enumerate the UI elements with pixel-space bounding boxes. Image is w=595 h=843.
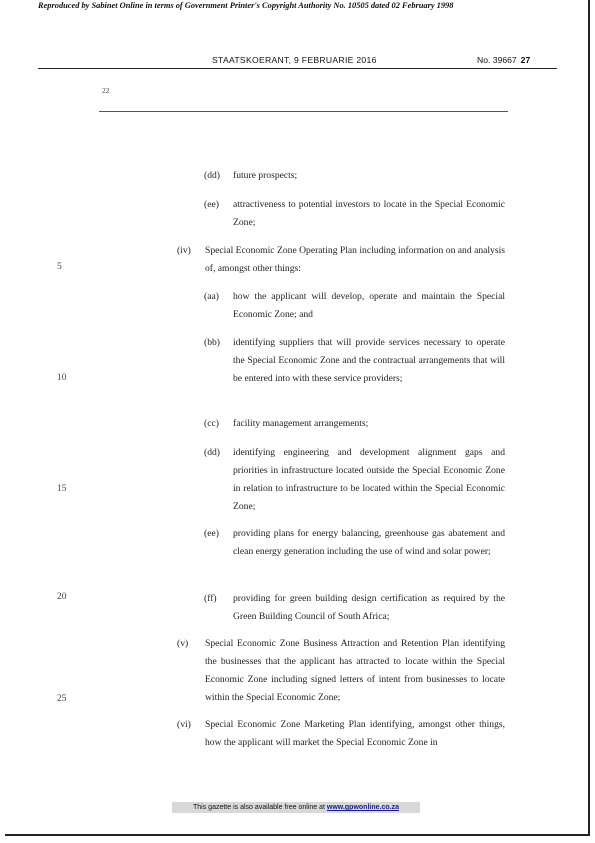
clause-label: (ee) (204, 199, 219, 210)
clause-label: (aa) (204, 291, 219, 302)
line-number: 10 (57, 373, 67, 383)
line-number: 5 (57, 262, 62, 272)
clause-text: identifying suppliers that will provide services necessary to operate the Special Economic Zone and the contractual arrangements that will be entered into with these service providers; (233, 337, 505, 384)
clause-text: providing for green building design certification as required by the Green Building Council of South Africa; (233, 593, 505, 622)
gazette-number (477, 55, 530, 65)
clause-text: Special Economic Zone Marketing Plan identifying, amongst other things, how the applicant will market the Special Economic Zone in (205, 719, 505, 748)
clause-text: Special Economic Zone Operating Plan including information on and analysis of, amongst other things: (205, 245, 505, 274)
copyright-banner: Reproduced by Sabinet Online in terms of Government Printer's Copyright Authority No. 10505 dated 02 February 1998 (38, 1, 454, 10)
clause-label: (vi) (177, 719, 191, 730)
clause-label: (v) (177, 638, 189, 649)
inner-header-rule (99, 111, 508, 112)
footer-link[interactable]: www.gpwonline.co.za (326, 804, 399, 811)
clause-text: facility management arrangements; (233, 418, 369, 429)
clause-label: (ff) (204, 593, 217, 604)
clause-label: (dd) (204, 447, 220, 458)
clause-text: attractiveness to potential investors to locate in the Special Economic Zone; (233, 199, 505, 228)
clause-label: (bb) (204, 337, 220, 348)
line-number: 25 (57, 694, 67, 704)
line-number: 20 (57, 592, 67, 602)
footer-notice (172, 802, 420, 813)
gazette-date: STAATSKOERANT, 9 FEBRUARIE 2016 (212, 55, 377, 65)
inner-page-number: 22 (102, 86, 110, 95)
clause-text: how the applicant will develop, operate and maintain the Special Economic Zone; and (233, 291, 505, 320)
clause-label: (ee) (204, 528, 219, 539)
footer-text: This gazette is also available free online at (193, 804, 325, 811)
line-number: 15 (57, 484, 67, 494)
clause-label: (cc) (204, 418, 219, 429)
gazette-page-number: 27 (520, 55, 531, 65)
clause-label: (dd) (204, 170, 220, 181)
clause-text: providing plans for energy balancing, greenhouse gas abatement and clean energy generation including the use of wind and solar power; (233, 528, 505, 557)
clause-label: (iv) (177, 245, 191, 256)
clause-text: identifying engineering and development alignment gaps and priorities in infrastructure located outside the Special Economic Zone in relation to infrastructure to be located within the Special Economic Zone; (233, 447, 505, 512)
gazette-no-text: No. 39667 (477, 55, 517, 65)
clause-text: future prospects; (233, 170, 298, 181)
header-rule (38, 68, 557, 69)
clause-text: Special Economic Zone Business Attraction and Retention Plan identifying the businesses that the applicant has attracted to locate within the Special Economic Zone including signed letters of intent from businesses to locate within the Special Economic Zone; (205, 638, 505, 703)
